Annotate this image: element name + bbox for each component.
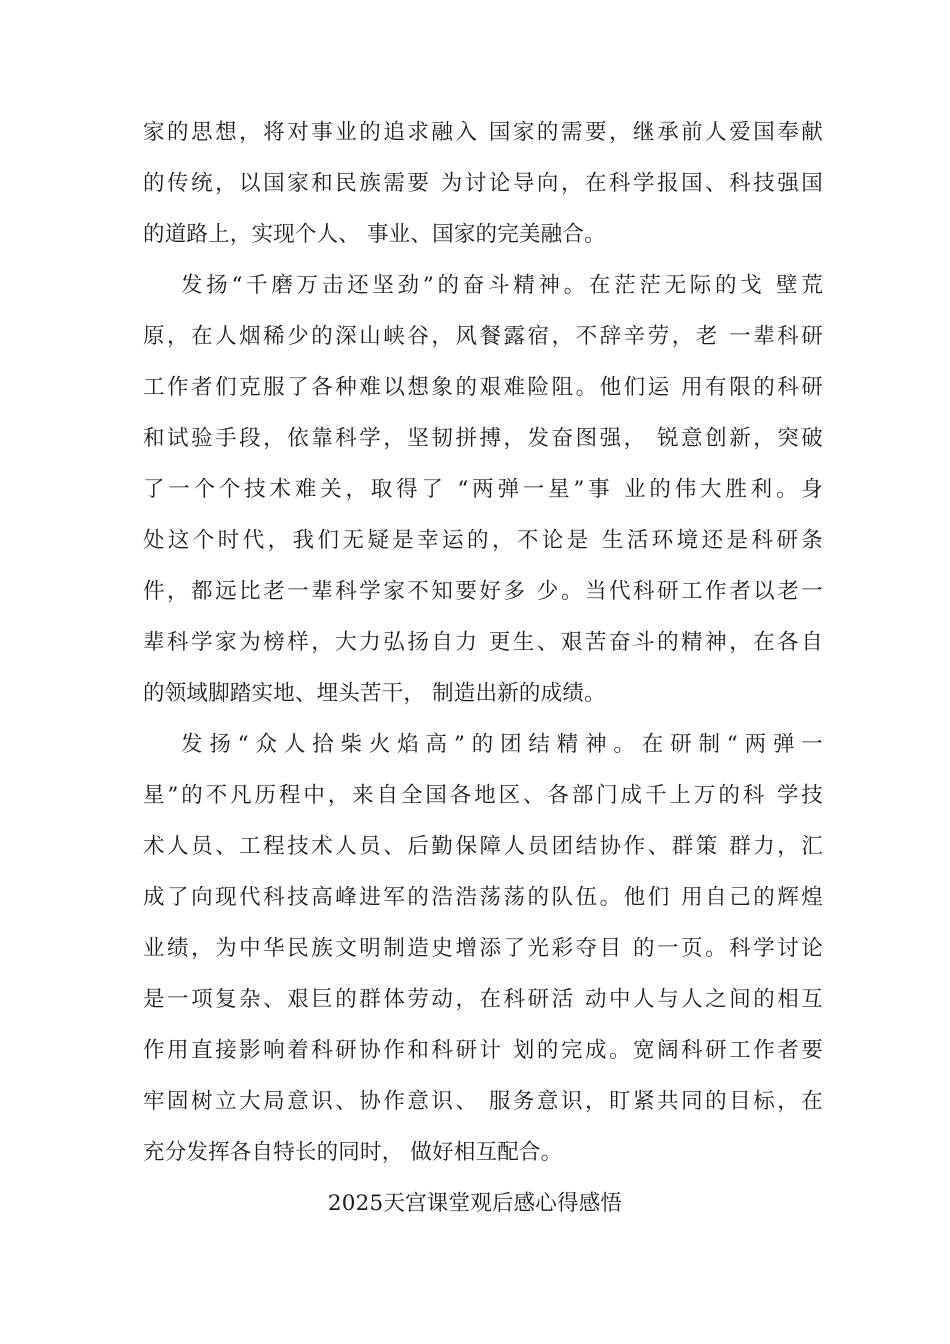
paragraph-3-line-5: 业绩，为中华民族文明制造史增添了光彩夺目 的一页。科学讨论 (143, 936, 823, 961)
paragraph-3-line-2: 星”的不凡历程中，来自全国各地区、各部门成千上万的科 学技 (143, 783, 823, 808)
paragraph-3-line-7: 作用直接影响着科研协作和科研计 划的完成。宽阔科研工作者要 (143, 1038, 823, 1063)
paragraph-3-line-1: 发扬“众人拾柴火焰高”的团结精神。在研制“两弹一 (181, 732, 823, 757)
paragraph-3-line-4: 成了向现代科技高峰进军的浩浩荡荡的队伍。他们 用自己的辉煌 (143, 885, 823, 910)
paragraph-3-line-3: 术人员、工程技术人员、后勤保障人员团结协作、群策 群力，汇 (143, 834, 823, 859)
paragraph-1-line-1: 家的思想，将对事业的追求融入 国家的需要，继承前人爱国奉献 (143, 120, 823, 145)
paragraph-2-line-1: 发扬“千磨万击还坚劲”的奋斗精神。在茫茫无际的戈 壁荒 (181, 273, 823, 298)
paragraph-1-line-3: 的道路上，实现个人、 事业、国家的完美融合。 (143, 222, 606, 247)
paragraph-2-line-9: 的领域脚踏实地、埋头苦干， 制造出新的成绩。 (143, 681, 606, 706)
paragraph-1-line-2: 的传统，以国家和民族需要 为讨论导向，在科学报国、科技强国 (143, 171, 823, 196)
paragraph-2-line-3: 工作者们克服了各种难以想象的艰难险阻。他们运 用有限的科研 (143, 375, 823, 400)
paragraph-2-line-6: 处这个时代，我们无疑是幸运的，不论是 生活环境还是科研条 (143, 528, 823, 553)
paragraph-2-line-5: 了一个个技术难关，取得了 “两弹一星”事 业的伟大胜利。身 (143, 477, 823, 502)
paragraph-2-line-2: 原，在人烟稀少的深山峡谷，风餐露宿，不辞辛劳，老 一辈科研 (143, 324, 823, 349)
paragraph-2-line-4: 和试验手段，依靠科学，坚韧拼搏，发奋图强， 锐意创新，突破 (143, 426, 823, 451)
paragraph-3-line-9: 充分发挥各自特长的同时， 做好相互配合。 (143, 1140, 563, 1165)
paragraph-2-line-7: 件，都远比老一辈科学家不知要好多 少。当代科研工作者以老一 (143, 579, 823, 604)
paragraph-3-line-8: 牢固树立大局意识、协作意识、 服务意识，盯紧共同的目标，在 (143, 1089, 823, 1114)
document-heading: 2025天宫课堂观后感心得感悟 (327, 1191, 623, 1216)
paragraph-3-line-6: 是一项复杂、艰巨的群体劳动，在科研活 动中人与人之间的相互 (143, 987, 823, 1012)
paragraph-2-line-8: 辈科学家为榜样，大力弘扬自力 更生、艰苦奋斗的精神，在各自 (143, 630, 823, 655)
